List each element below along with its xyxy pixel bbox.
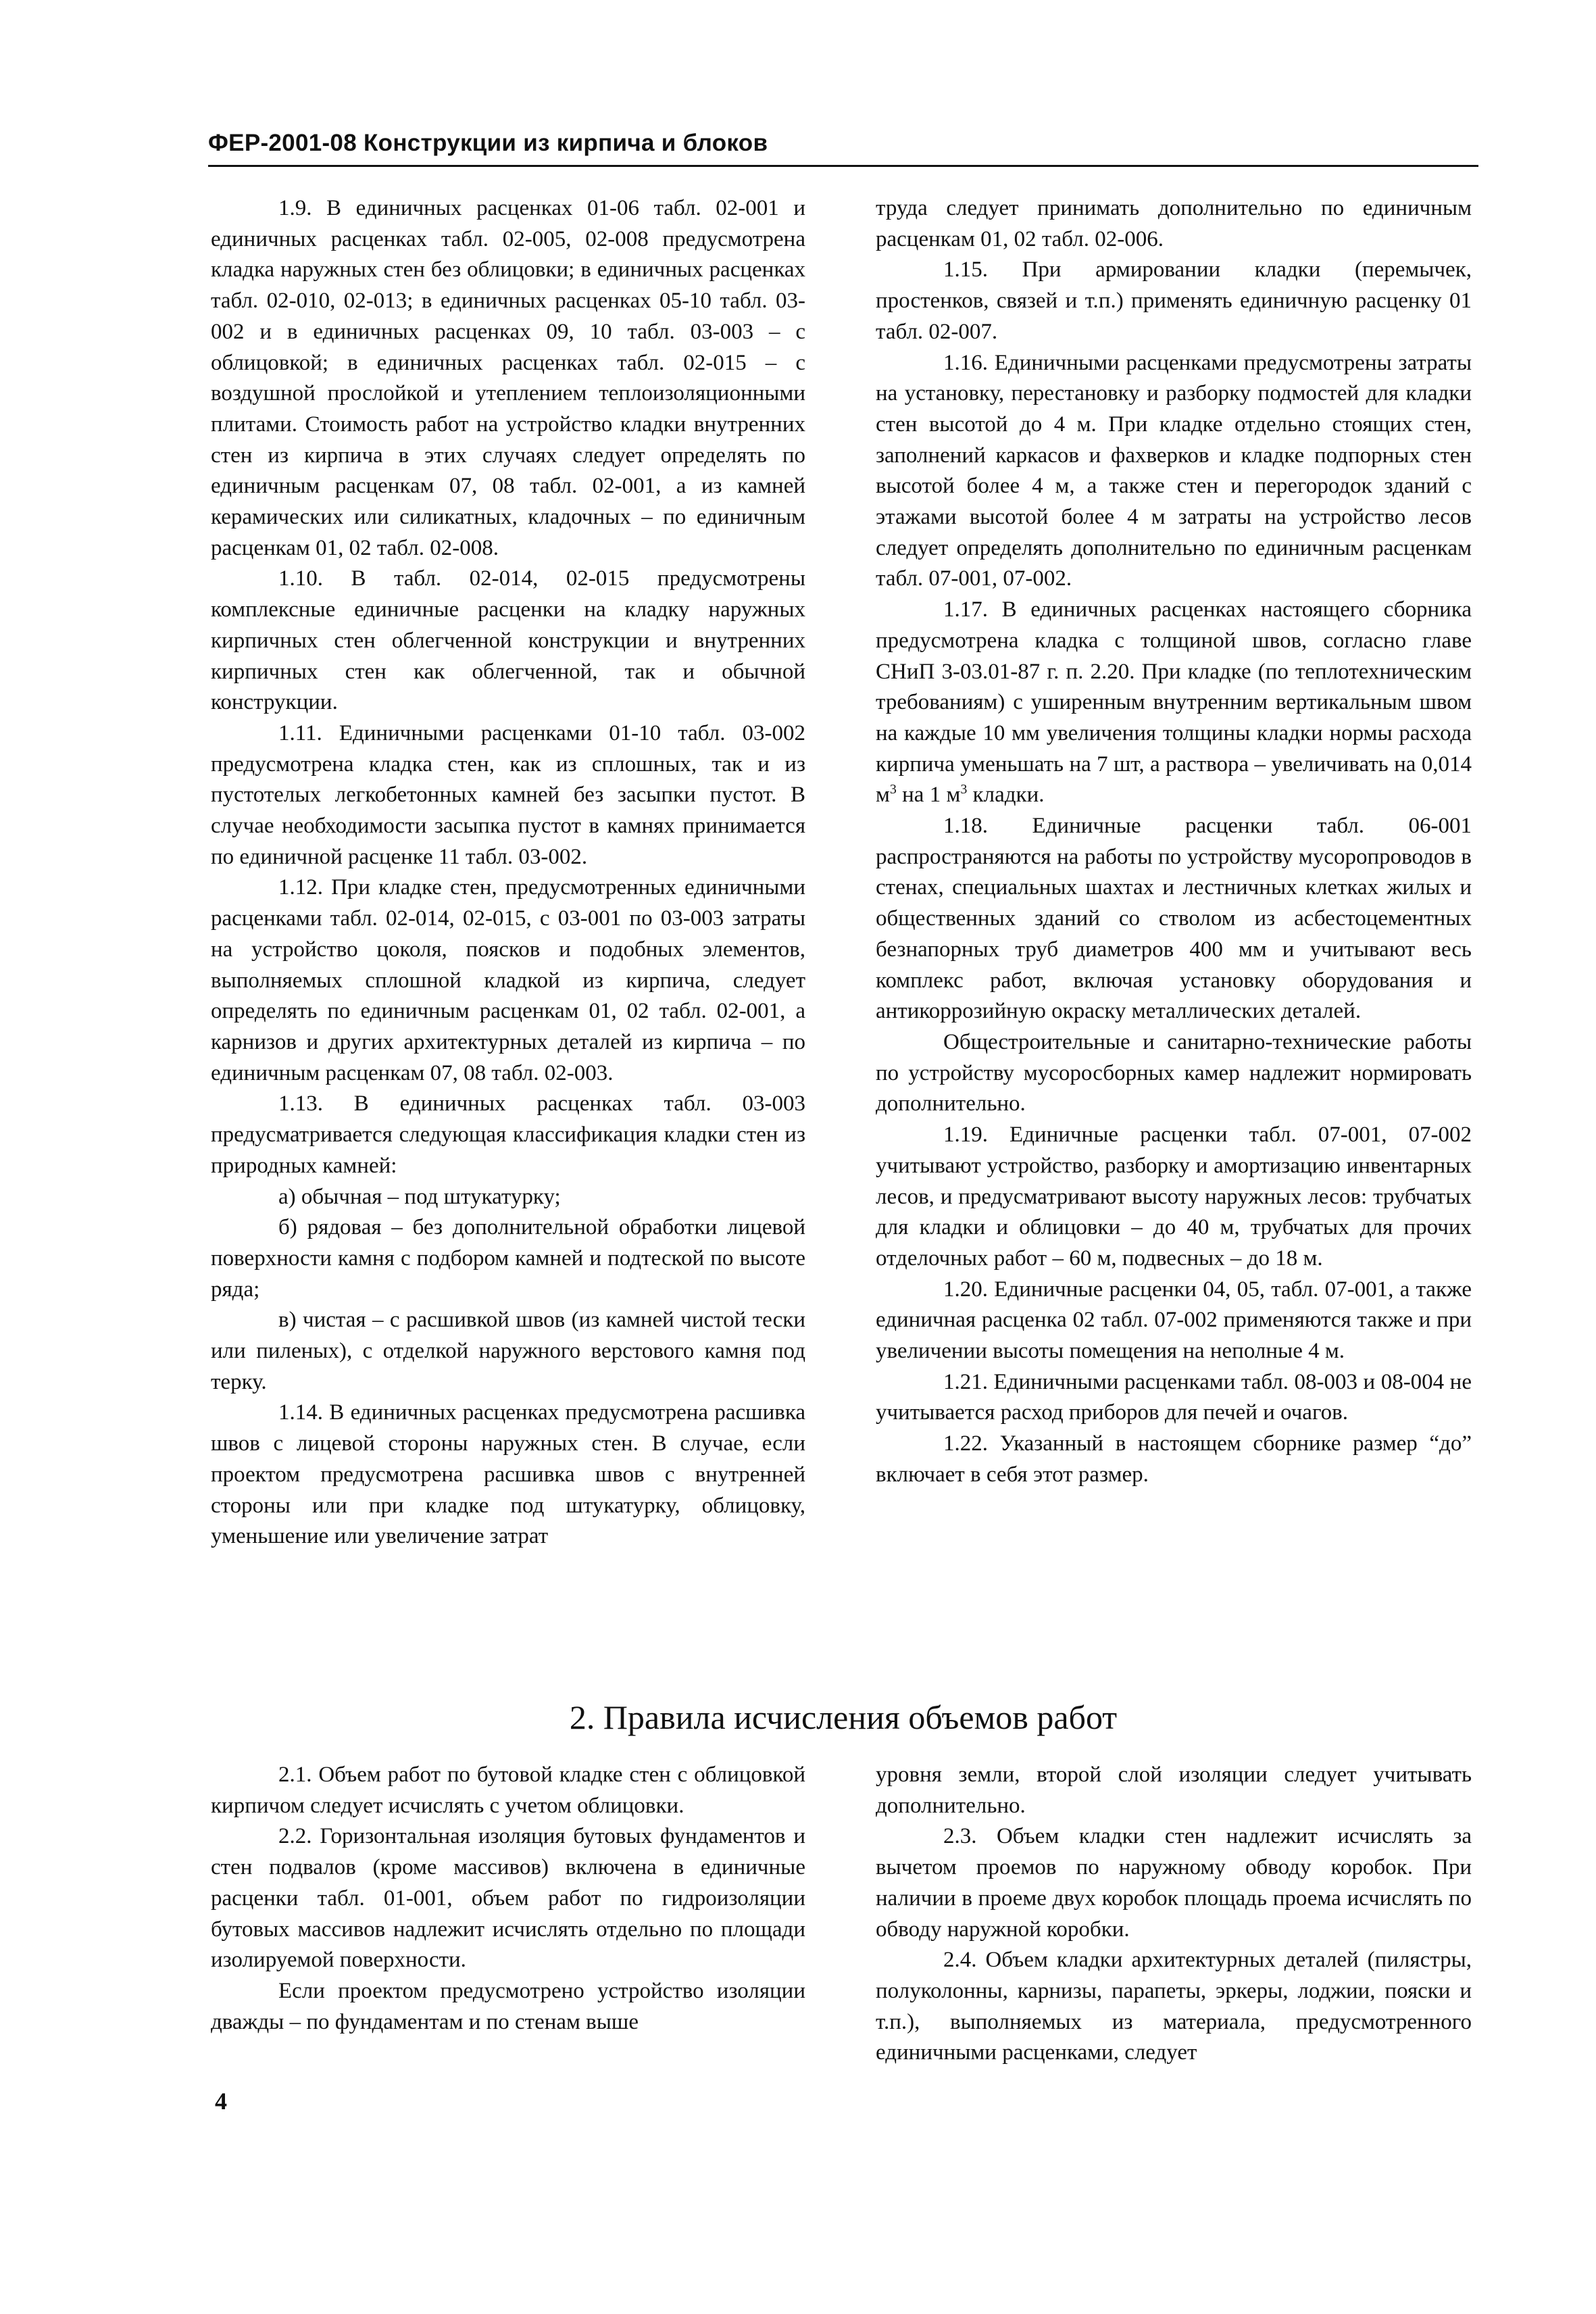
paragraph-2-2-continued: уровня земли, второй слой изоляции следует учитывать дополнительно. (876, 1763, 1472, 1818)
paragraph-1-11: 1.11. Единичными расценками 01-10 табл. 03-002 предусмотрена кладка стен, как из сплошных, так и из пустотелых легкобетонных камней без засыпки пустот. В случае необходимости засыпка пустот в камнях принимается по единичной расценке 11 табл. 03-002. (211, 720, 805, 869)
paragraph-1-17-text: 1.17. В единичных расценках настоящего сборника предусмотрена кладка с толщиной швов, согласно главе СНиП 3-03.01-87 г. п. 2.20. При кладке (по теплотехническим требованиям) с уширенным внутренним вертикальным швом на каждые 10 мм увеличения толщины кладки нормы расхода кирпича уменьшать на 7 шт, а раствора – увеличивать на 0,014 (876, 597, 1472, 777)
paragraph-2-3: 2.3. Объем кладки стен надлежит исчислять за вычетом проемов по наружному обводу коробок. При наличии в проеме двух коробок площадь проема исчислять по обводу наружной коробки. (876, 1824, 1472, 1942)
section1-right-column (876, 193, 1472, 1491)
paragraph-2-1: 2.1. Объем работ по бутовой кладке стен с облицовкой кирпичом следует исчислять с учетом облицовки. (211, 1763, 805, 1818)
unit-m: м (876, 783, 890, 808)
paragraph-2-2: 2.2. Горизонтальная изоляция бутовых фундаментов и стен подвалов (кроме массивов) включена в единичные расценки табл. 01-001, объем работ по гидроизоляции бутовых массивов надлежит исчислять отдельно по площади изолируемой поверхности. (211, 1824, 805, 1973)
paragraph-1-17 (876, 595, 1472, 811)
paragraph-2-2-isolation: Если проектом предусмотрено устройство изоляции дважды – по фундаментам и по стенам выше (211, 1978, 805, 2034)
page-number: 4 (215, 2088, 227, 2115)
paragraph-1-20: 1.20. Единичные расценки 04, 05, табл. 07-001, а также единичная расценка 02 табл. 07-002 применяются также и при увеличении высоты помещения на неполные 4 м. (876, 1277, 1472, 1364)
section2-right-column (876, 1760, 1472, 2069)
section-2-title: 2. Правила исчисления объемов работ (569, 1698, 1118, 1736)
section1-left-column (211, 193, 805, 1552)
paragraph-1-14: 1.14. В единичных расценках предусмотрена расшивка швов с лицевой стороны наружных стен. В случае, если проектом предусмотрена расшивка швов с внутренней стороны или при кладке под штукатурку, облицовку, уменьшение или увеличение затрат (211, 1400, 805, 1549)
unit-mid: на 1 м (896, 783, 961, 808)
paragraph-general-works: Общестроительные и санитарно-технические работы по устройству мусоросборных камер надлежит нормировать дополнительно. (876, 1029, 1472, 1116)
running-header: ФЕР-2001-08 Конструкции из кирпича и блоков (208, 130, 768, 156)
list-item-b: б) рядовая – без дополнительной обработки лицевой поверхности камня с подбором камней и подтеской по высоте ряда; (211, 1215, 805, 1302)
paragraph-1-13: 1.13. В единичных расценках табл. 03-003 предусматривается следующая классификация кладки стен из природных камней: (211, 1091, 805, 1178)
paragraph-1-22: 1.22. Указанный в настоящем сборнике размер “до” включает в себя этот размер. (876, 1431, 1472, 1487)
unit-exponent-2: 3 (960, 782, 968, 797)
paragraph-1-15: 1.15. При армировании кладки (перемычек, простенков, связей и т.п.) применять единичную расценку 01 табл. 02-007. (876, 257, 1472, 344)
paragraph-2-4: 2.4. Объем кладки архитектурных деталей (пилястры, полуколонны, карнизы, парапеты, эркеры, лоджии, пояски и т.п.), выполняемых из материала, предусмотренного единичными расценками, следует (876, 1948, 1472, 2065)
paragraph-1-21: 1.21. Единичными расценками табл. 08-003 и 08-004 не учитывается расход приборов для печей и очагов. (876, 1369, 1472, 1425)
list-item-v: в) чистая – с расшивкой швов (из камней чистой тески или пиленых), с отделкой наружного верстового камня под терку. (211, 1308, 805, 1394)
header-rule (208, 165, 1478, 167)
paragraph-1-18: 1.18. Единичные расценки табл. 06-001 распространяются на работы по устройству мусоропроводов в стенах, специальных шахтах и лестничных клетках жилых и общественных зданий со стволом из асбестоцементных безнапорных труб диаметров 400 мм и учитывают весь комплекс работ, включая установку оборудования и антикоррозийную окраску металлических деталей. (876, 814, 1472, 1024)
paragraph-1-16: 1.16. Единичными расценками предусмотрены затраты на установку, перестановку и разборку подмостей для кладки стен высотой до 4 м. При кладке отдельно стоящих стен, заполнений каркасов и фахверков и кладке подпорных стен высотой более 4 м, а также стен и перегородок зданий с этажами высотой более 4 м затраты на устройство лесов следует определять дополнительно по единичным расценкам табл. 07-001, 07-002. (876, 350, 1472, 591)
paragraph-1-12: 1.12. При кладке стен, предусмотренных единичными расценками табл. 02-014, 02-015, с 03-001 по 03-003 затраты на устройство цоколя, поясков и подобных элементов, выполняемых сплошной кладкой из кирпича, следует определять по единичным расценкам 01, 02 табл. 02-001, а карнизов и других архитектурных деталей из кирпича – по единичным расценкам 07, 08 табл. 02-003. (211, 875, 805, 1085)
paragraph-1-14-continued: труда следует принимать дополнительно по единичным расценкам 01, 02 табл. 02-006. (876, 196, 1472, 251)
paragraph-1-9: 1.9. В единичных расценках 01-06 табл. 02-001 и единичных расценках табл. 02-005, 02-008 предусмотрена кладка наружных стен без облицовки; в единичных расценках табл. 02-010, 02-013; в единичных расценках 05-10 табл. 03-002 и в единичных расценках 09, 10 табл. 03-003 – с облицовкой; в единичных расценках табл. 02-015 – с воздушной прослойкой и утеплением теплоизоляционными плитами. Стоимость работ на устройство кладки внутренних стен из кирпича в этих случаях следует определять по единичным расценкам 07, 08 табл. 02-001, а из камней керамических или силикатных, кладочных – по единичным расценкам 01, 02 табл. 02-008. (211, 196, 805, 560)
paragraph-1-10: 1.10. В табл. 02-014, 02-015 предусмотрены комплексные единичные расценки на кладку наружных кирпичных стен облегченной конструкции и внутренних кирпичных стен как облегченной, так и обычной конструкции. (211, 566, 805, 715)
list-item-a: а) обычная – под штукатурку; (278, 1184, 561, 1209)
unit-exponent-1: 3 (889, 782, 897, 797)
unit-tail: кладки. (967, 783, 1045, 808)
section2-left-column (211, 1760, 805, 2038)
paragraph-1-19: 1.19. Единичные расценки табл. 07-001, 07-002 учитывают устройство, разборку и амортизацию инвентарных лесов, и предусматривают высоту наружных лесов: трубчатых для кладки и облицовки – до 40 м, трубчатых для прочих отделочных работ – 60 м, подвесных – до 18 м. (876, 1123, 1472, 1271)
